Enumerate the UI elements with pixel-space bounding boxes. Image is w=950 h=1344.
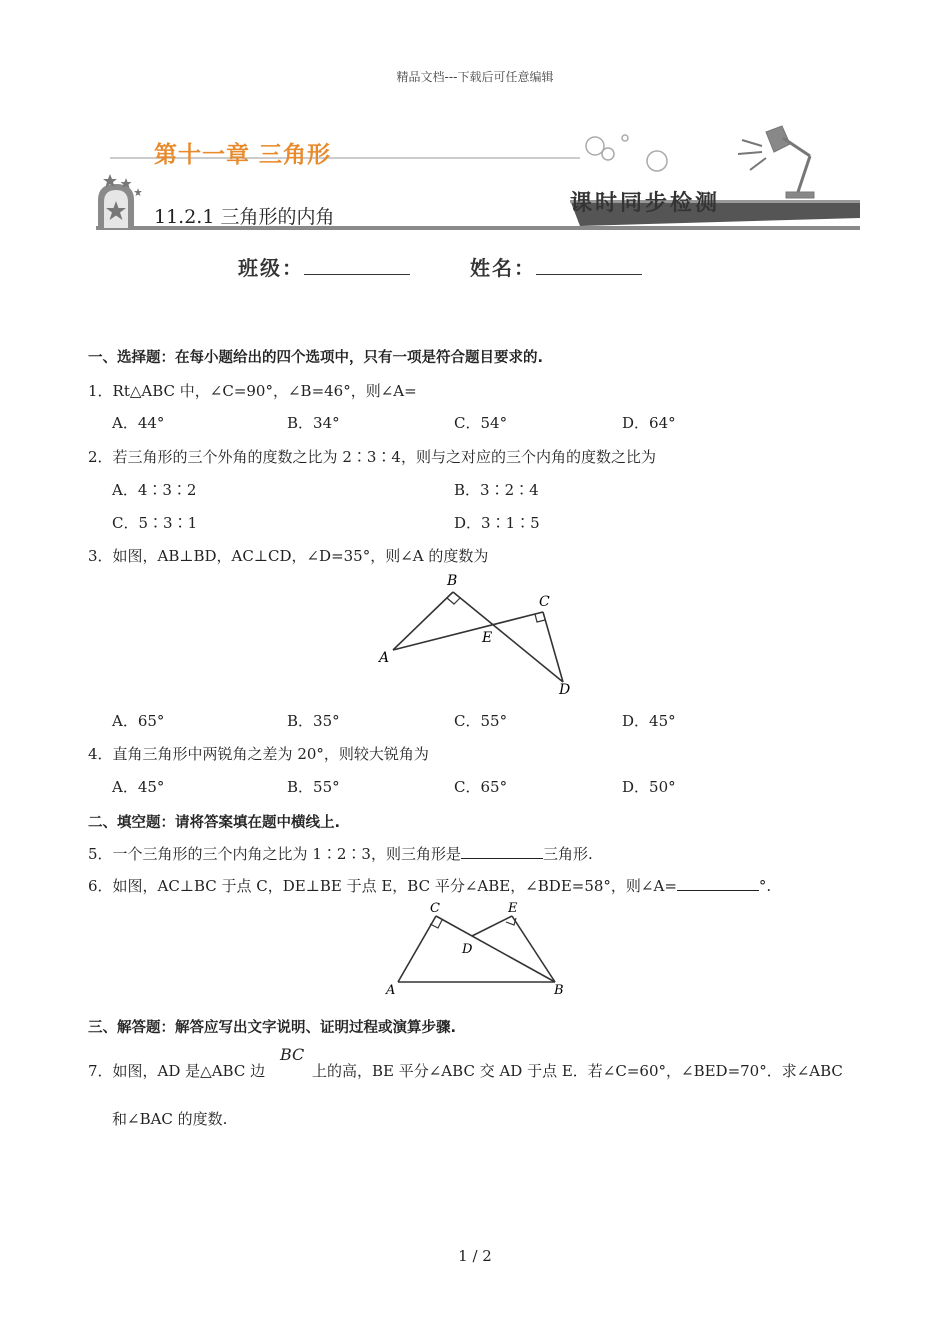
- q1-option-c[interactable]: C．54°: [454, 414, 508, 432]
- q3-label-e: E: [482, 630, 493, 646]
- q7-line1a: 7．如图，AD 是△ABC 边: [88, 1062, 266, 1080]
- q7-line2: 和∠BAC 的度数.: [112, 1110, 228, 1128]
- q2-stem: 2．若三角形的三个外角的度数之比为 2∶3∶4，则与之对应的三个内角的度数之比为: [88, 448, 656, 466]
- desk-lamp-icon: [738, 126, 814, 198]
- q1-option-d[interactable]: D．64°: [622, 414, 676, 432]
- q6-label-c: C: [430, 901, 440, 916]
- q6-line: [88, 875, 771, 896]
- q6-text-after: °.: [758, 877, 772, 895]
- q2-option-b[interactable]: B．3∶2∶4: [454, 481, 539, 499]
- q6-label-d: D: [462, 942, 473, 957]
- q6-figure: [380, 898, 580, 998]
- q3-option-a[interactable]: A．65°: [112, 712, 165, 730]
- q3-option-d[interactable]: D．45°: [622, 712, 676, 730]
- q3-label-b: B: [447, 573, 458, 589]
- q2-option-d[interactable]: D．3∶1∶5: [454, 514, 540, 532]
- name-field: [470, 252, 642, 281]
- part3-heading: 三、解答题：解答应写出文字说明、证明过程或演算步骤.: [88, 1020, 457, 1036]
- q6-label-b: B: [554, 983, 564, 998]
- q1-option-a[interactable]: A．44°: [112, 414, 165, 432]
- q4-option-c[interactable]: C．65°: [454, 778, 508, 796]
- name-blank[interactable]: [536, 258, 642, 275]
- q2-option-c[interactable]: C．5∶3∶1: [112, 514, 198, 532]
- q4-option-d[interactable]: D．50°: [622, 778, 676, 796]
- star-badge-icon: [98, 174, 142, 228]
- q5-text-before: 5．一个三角形的三个内角之比为 1∶2∶3，则三角形是: [88, 845, 461, 863]
- bubbles-decoration: [586, 135, 667, 171]
- q6-answer-blank[interactable]: [677, 877, 759, 891]
- q6-label-a: A: [386, 983, 396, 998]
- section-title: 11.2.1 三角形的内角: [154, 206, 335, 228]
- q5-answer-blank[interactable]: [461, 845, 543, 859]
- q6-label-e: E: [508, 901, 518, 916]
- q6-text-before: 6．如图，AC⊥BC 于点 C，DE⊥BE 于点 E，BC 平分∠ABE，∠BDE=58°，则∠A=: [88, 877, 677, 895]
- q3-label-c: C: [539, 594, 550, 610]
- watermark: 精品文档---下载后可任意编辑: [396, 70, 554, 84]
- q3-option-b[interactable]: B．35°: [287, 712, 340, 730]
- q3-label-a: A: [379, 650, 390, 666]
- q7-bc-label: BC: [280, 1045, 305, 1064]
- q4-stem: 4．直角三角形中两锐角之差为 20°，则较大锐角为: [88, 745, 429, 763]
- q4-option-a[interactable]: A．45°: [112, 778, 165, 796]
- q3-option-c[interactable]: C．55°: [454, 712, 508, 730]
- q3-figure: [375, 570, 585, 700]
- q2-option-a[interactable]: A．4∶3∶2: [112, 481, 197, 499]
- q4-option-b[interactable]: B．55°: [287, 778, 340, 796]
- part2-heading: 二、填空题：请将答案填在题中横线上.: [88, 815, 341, 831]
- q7-line1b: 上的高，BE 平分∠ABC 交 AD 于点 E．若∠C=60°，∠BED=70°．求∠ABC: [312, 1062, 843, 1080]
- chapter-title: 第十一章 三角形: [154, 142, 332, 168]
- page-number: 1 / 2: [458, 1247, 492, 1265]
- q1-stem: 1．Rt△ABC 中，∠C=90°，∠B=46°，则∠A=: [88, 382, 417, 400]
- q1-option-b[interactable]: B．34°: [287, 414, 340, 432]
- sync-test-badge: 课时同步检测: [570, 190, 721, 216]
- q3-label-d: D: [559, 682, 571, 698]
- class-field: [238, 252, 410, 281]
- name-label: 姓名：: [470, 256, 536, 280]
- class-blank[interactable]: [304, 258, 410, 275]
- part1-heading: 一、选择题：在每小题给出的四个选项中，只有一项是符合题目要求的.: [88, 350, 544, 366]
- class-label: 班级：: [238, 256, 304, 280]
- q5-text-after: 三角形.: [542, 845, 593, 863]
- q3-stem: 3．如图，AB⊥BD，AC⊥CD，∠D=35°，则∠A 的度数为: [88, 547, 489, 565]
- q5-line: [88, 843, 593, 864]
